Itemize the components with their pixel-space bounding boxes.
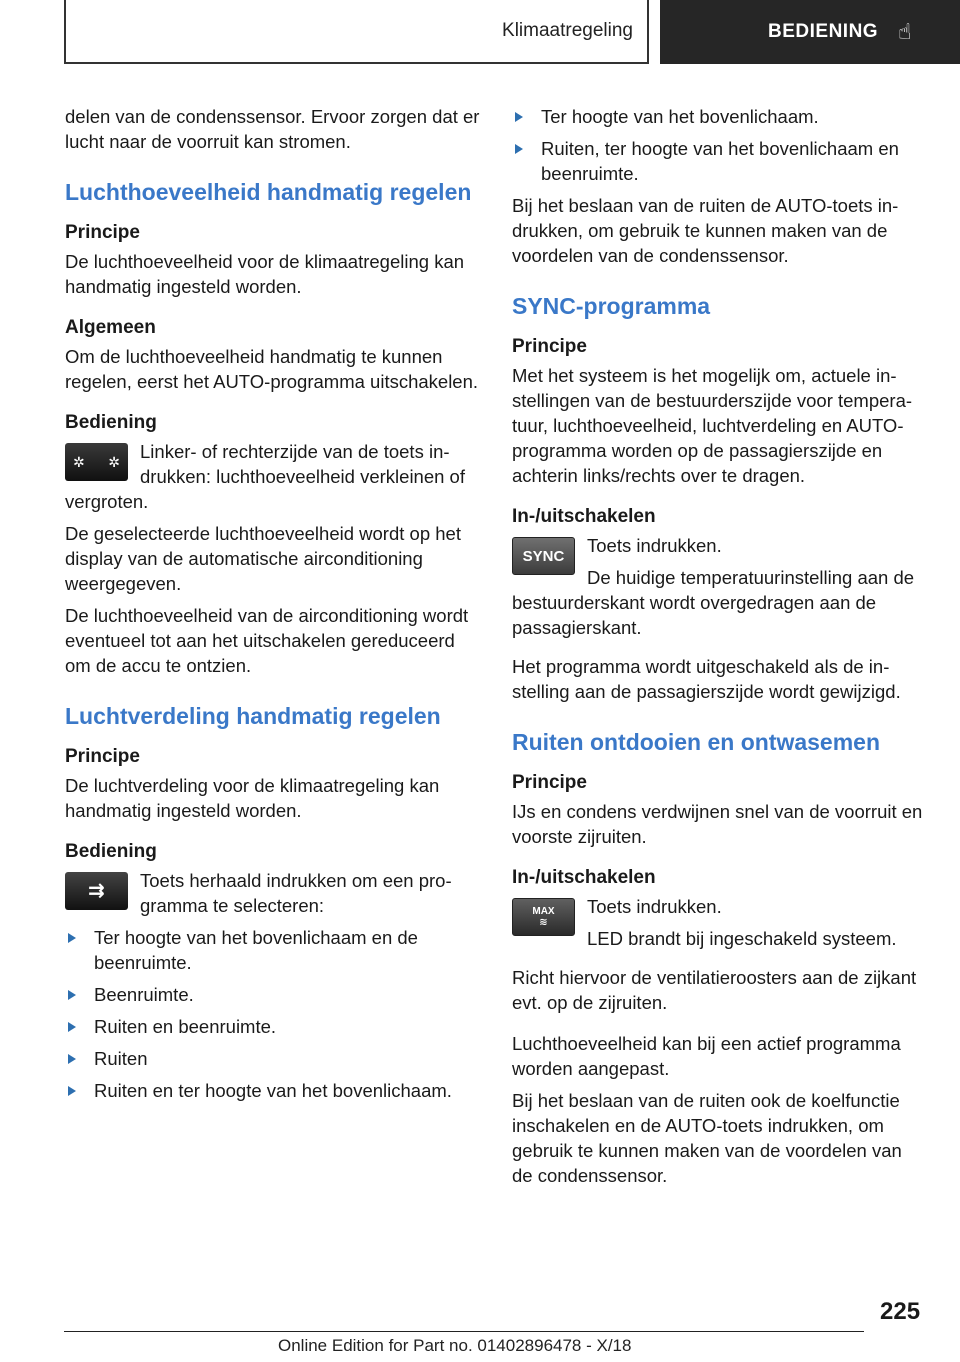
button-illustration-row xyxy=(65,868,483,918)
subheading-bediening: Bediening xyxy=(65,412,157,433)
paragraph: Om de luchthoeveelheid handmatig te kunnen regelen, eerst het AUTO-programma uitschakelen. xyxy=(65,346,479,392)
paragraph: Bij het beslaan van de ruiten de AUTO-toets indrukken, om gebruik te kunnen maken van de voordelen van de condenssensor. xyxy=(512,195,899,266)
header-chapter-tab xyxy=(660,0,960,64)
paragraph: IJs en condens verdwijnen snel van de voorruit en voorste zijruiten. xyxy=(512,801,923,847)
paragraph: De huidige temperatuurinstelling aan de bestuurderskant wordt overgedragen aan de passagierskant. xyxy=(512,567,915,638)
hand-pointer-icon: ☝ xyxy=(898,19,912,44)
air-distribution-button-icon: ⇉ xyxy=(65,872,128,910)
paragraph: Met het systeem is het mogelijk om, actuele instellingen van de bestuurderszijde voor temperatuur, luchthoeveelheid, luchtverdeling en AUTO-programma worden op de passagierszijde en achterin links/rechts over te dragen. xyxy=(512,365,913,486)
subheading-bediening: Bediening xyxy=(65,841,157,862)
list-item: Ruiten en beenruimte. xyxy=(65,1014,483,1039)
list-item: Beenruimte. xyxy=(65,982,483,1007)
paragraph: De luchthoeveelheid voor de klimaatregeling kan handmatig ingesteld worden. xyxy=(65,251,465,297)
button-illustration-row xyxy=(512,533,927,647)
fan-button-icon: ✲ ✲ xyxy=(65,443,128,481)
paragraph: De luchtverdeling voor de klimaatregeling kan handmatig ingesteld worden. xyxy=(65,775,440,821)
paragraph: Toets indrukken. xyxy=(587,896,722,917)
air-distribution-list-cont xyxy=(512,104,927,186)
subheading-in-uitschakelen: In-/uitschakelen xyxy=(512,867,656,888)
paragraph: Toets herhaald indrukken om een programma te selecteren: xyxy=(140,870,452,916)
subheading-principe: Principe xyxy=(512,772,587,793)
heading-luchthoeveelheid: Luchthoeveelheid handmatig regelen xyxy=(65,179,472,205)
heading-luchtverdeling: Luchtverdeling handmatig regelen xyxy=(65,703,441,729)
list-item: Ter hoogte van het bovenlichaam en de beenruimte. xyxy=(65,925,483,975)
paragraph: De luchthoeveelheid van de airconditioning wordt eventueel tot aan het uitschakelen gereduceerd om de accu te ontzien. xyxy=(65,605,469,676)
chapter-title: BEDIENING xyxy=(768,21,879,42)
paragraph: Richt hiervoor de ventilatieroosters aan de zijkant evt. op de zijruiten. xyxy=(512,967,917,1013)
sync-button-icon: SYNC xyxy=(512,537,575,575)
subheading-principe: Principe xyxy=(65,222,140,243)
footer-divider xyxy=(64,1331,864,1332)
max-label: MAX xyxy=(532,906,555,917)
button-illustration-row xyxy=(512,894,927,958)
paragraph: Het programma wordt uitgeschakeld als de instelling aan de passagierszijde wordt gewijzigd. xyxy=(512,656,901,702)
button-illustration-row xyxy=(65,439,483,514)
paragraph: LED brandt bij ingeschakeld systeem. xyxy=(587,928,897,949)
page-number: 225 xyxy=(880,1298,921,1325)
subheading-principe: Principe xyxy=(512,336,587,357)
left-column xyxy=(65,104,483,1110)
subheading-in-uitschakelen: In-/uitschakelen xyxy=(512,506,656,527)
list-item: Ter hoogte van het bovenlichaam. xyxy=(512,104,927,129)
paragraph: Bij het beslaan van de ruiten ook de koelfunctie inschakelen en de AUTO-toets indrukken, om gebruik te kunnen maken van de voordelen van de condenssensor. xyxy=(512,1090,902,1186)
footer-edition: Online Edition for Part no. 01402896478 - X/18 xyxy=(278,1336,632,1355)
subheading-algemeen: Algemeen xyxy=(65,317,156,338)
section-title: Klimaatregeling xyxy=(502,20,633,41)
heading-sync: SYNC-programma xyxy=(512,293,711,319)
paragraph: Luchthoeveelheid kan bij een actief programma worden aangepast. xyxy=(512,1033,901,1079)
intro-text: delen van de condenssensor. Ervoor zorgen dat er lucht naar de voorruit kan stromen. xyxy=(65,106,480,152)
list-item: Ruiten en ter hoogte van het bovenlichaam. xyxy=(65,1078,483,1103)
air-distribution-list xyxy=(65,925,483,1103)
list-item: Ruiten, ter hoogte van het bovenlichaam en beenruimte. xyxy=(512,136,927,186)
heading-ruiten: Ruiten ontdooien en ontwasemen xyxy=(512,729,881,755)
list-item: Ruiten xyxy=(65,1046,483,1071)
header-section-title xyxy=(64,0,649,64)
max-defrost-button-icon xyxy=(512,898,575,936)
paragraph: Toets indrukken. xyxy=(587,535,722,556)
paragraph: De geselecteerde luchthoeveelheid wordt op het display van de automatische airconditioning weergegeven. xyxy=(65,523,461,594)
right-column xyxy=(512,104,927,1195)
paragraph: Linker- of rechterzijde van de toets indrukken: luchthoeveelheid verkleinen of vergroten. xyxy=(65,441,465,512)
subheading-principe: Principe xyxy=(65,746,140,767)
defrost-icon: ≋ xyxy=(539,917,548,928)
